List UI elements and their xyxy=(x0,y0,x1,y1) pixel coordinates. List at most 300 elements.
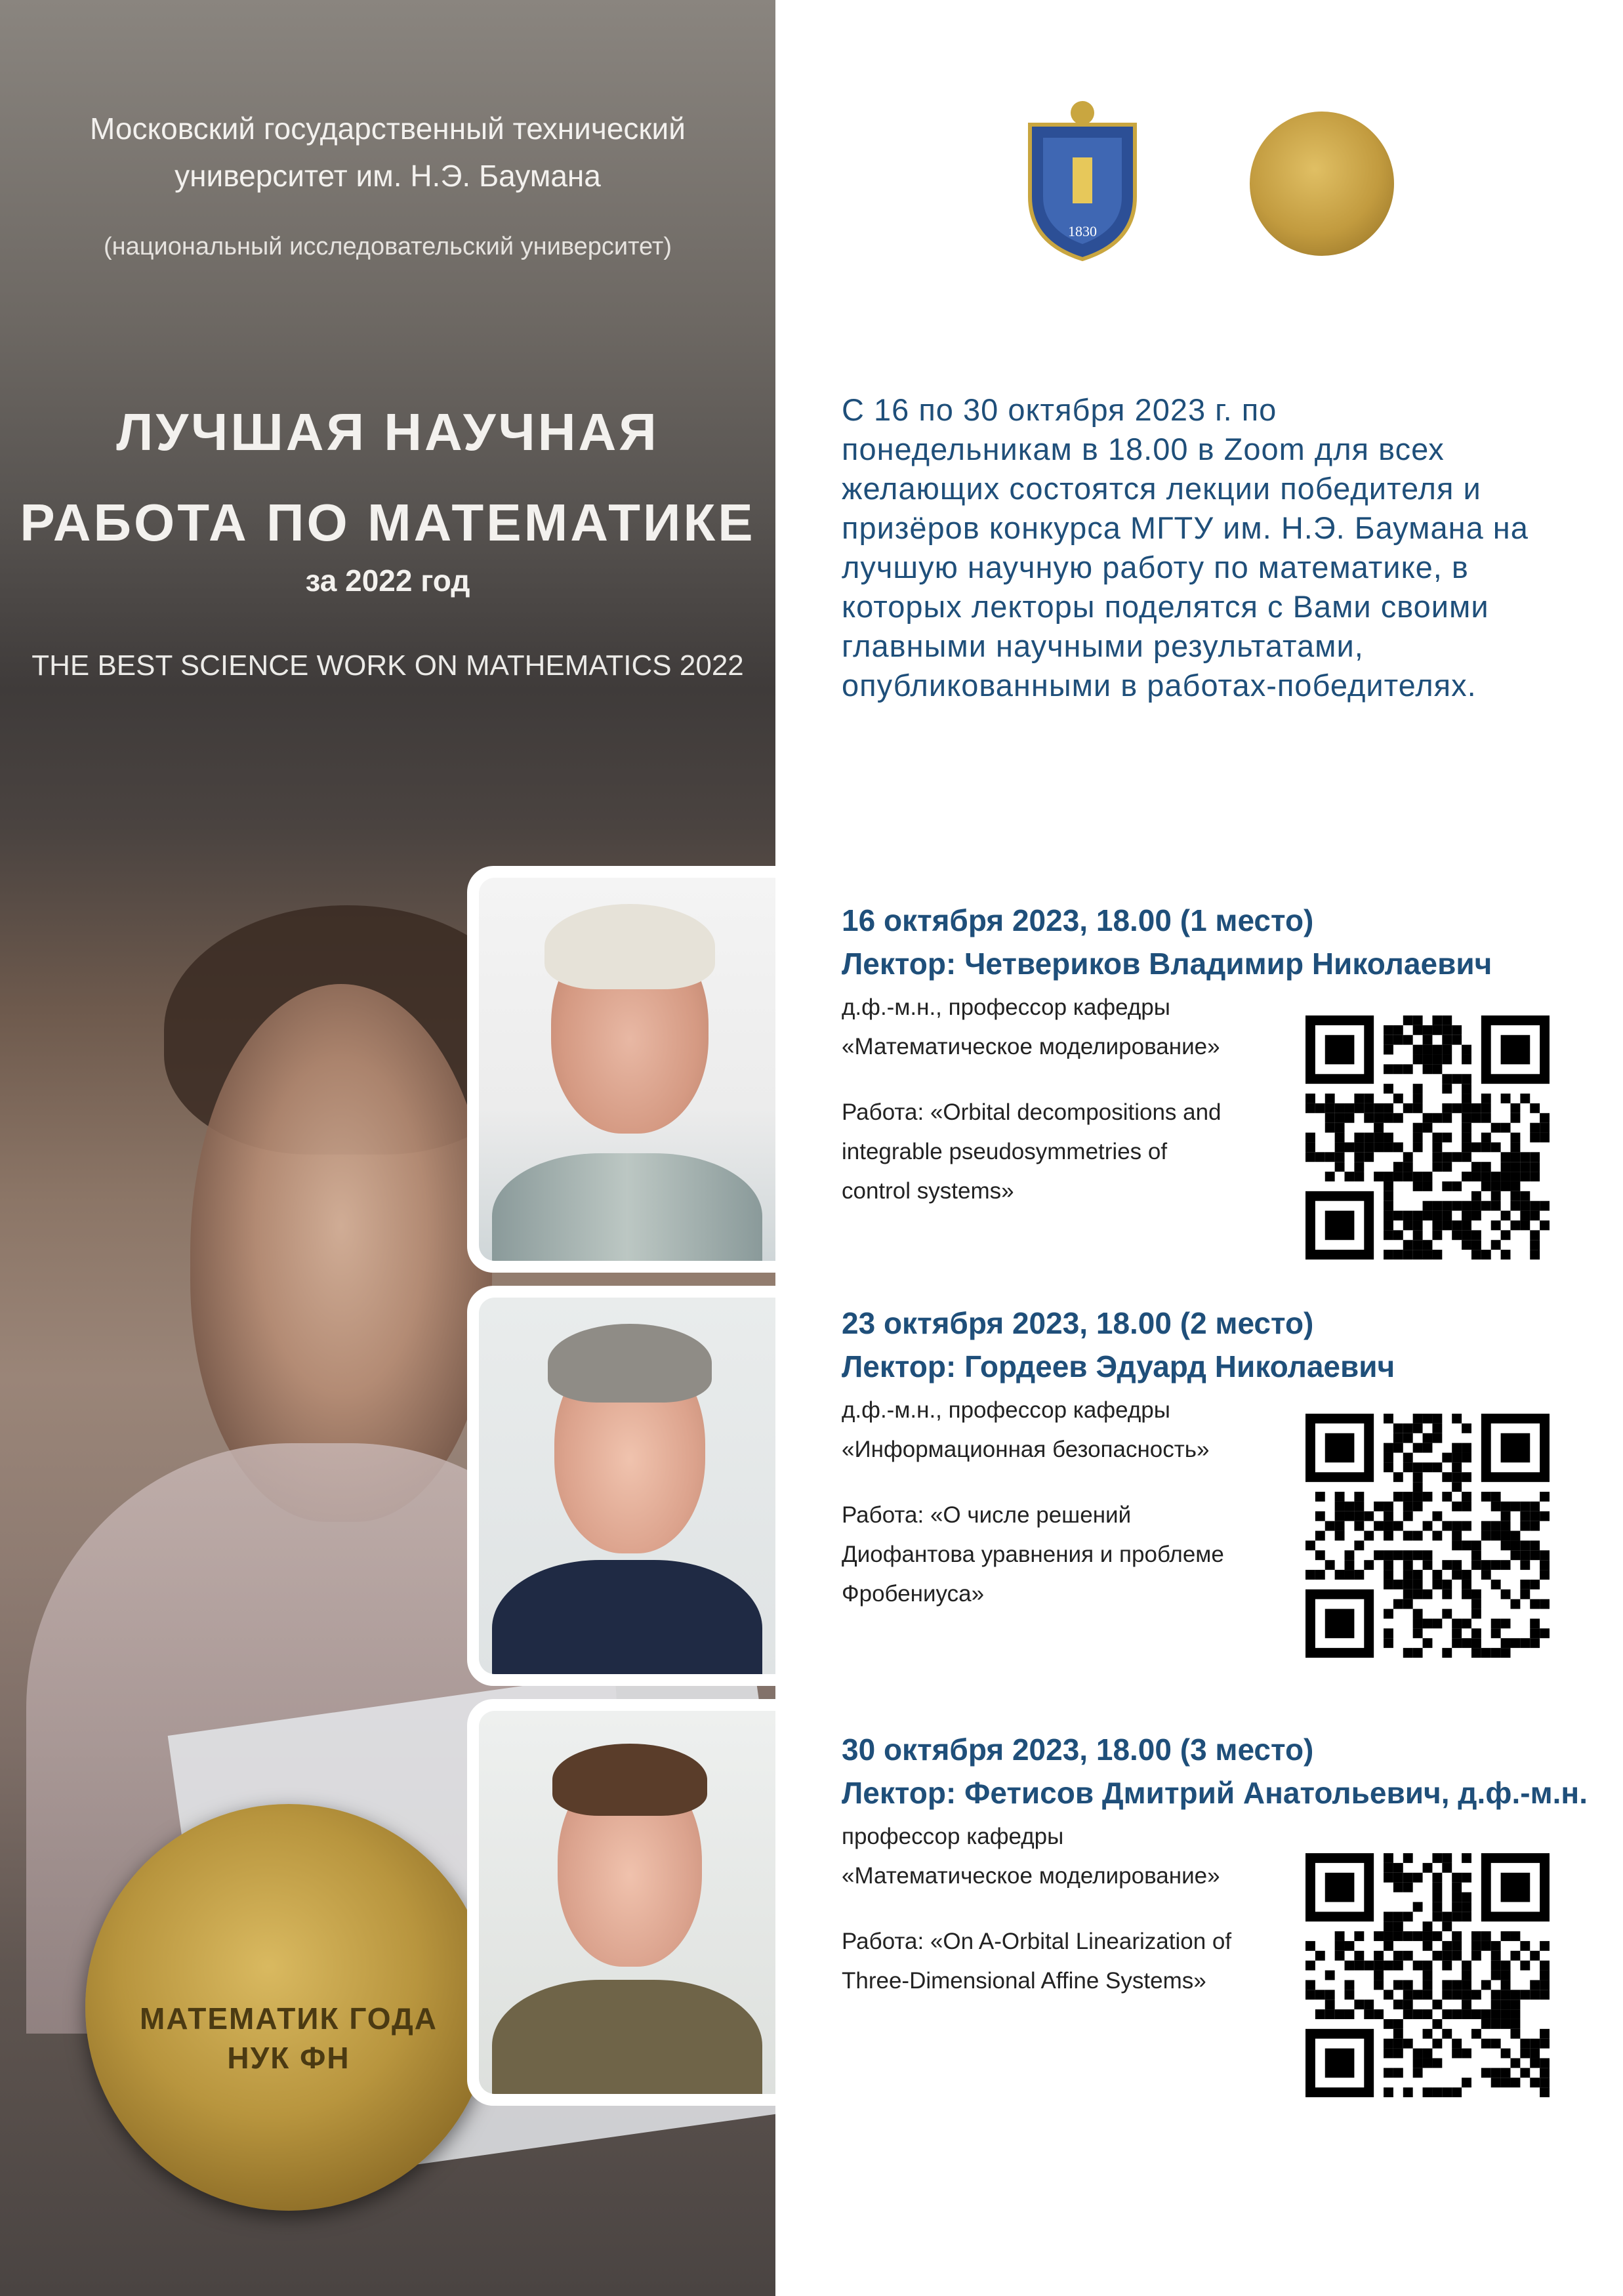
qr-module xyxy=(1442,1560,1452,1570)
qr-module xyxy=(1423,1211,1433,1221)
qr-module xyxy=(1462,1980,1471,1990)
qr-code-icon[interactable] xyxy=(1305,1015,1550,1260)
qr-module xyxy=(1471,1191,1481,1201)
qr-module xyxy=(1501,2009,1511,2019)
qr-module xyxy=(1432,2039,1442,2049)
qr-module xyxy=(1403,1250,1413,1260)
qr-module xyxy=(1452,1472,1462,1482)
qr-module xyxy=(1520,2039,1530,2049)
medal-portrait-icon xyxy=(1250,112,1394,256)
qr-module xyxy=(1393,1951,1403,1961)
qr-module xyxy=(1462,1172,1471,1181)
qr-module xyxy=(1413,1472,1423,1482)
qr-module xyxy=(1393,1172,1403,1181)
qr-module xyxy=(1481,1201,1491,1211)
qr-module xyxy=(1364,1511,1374,1521)
qr-module xyxy=(1452,1181,1462,1191)
qr-module xyxy=(1510,2029,1520,2039)
qr-module xyxy=(1305,1540,1315,1550)
qr-module xyxy=(1335,1162,1345,1172)
qr-module xyxy=(1540,1560,1550,1570)
qr-module xyxy=(1530,1502,1540,1511)
qr-module xyxy=(1462,2078,1471,2087)
qr-module xyxy=(1432,1220,1442,1230)
intro-line: опубликованными в работах-победителях. xyxy=(842,668,1477,703)
qr-module xyxy=(1530,1599,1540,1609)
qr-module xyxy=(1354,1502,1364,1511)
qr-module xyxy=(1530,1103,1540,1113)
qr-module xyxy=(1481,1142,1491,1152)
qr-module xyxy=(1393,1433,1403,1443)
qr-module xyxy=(1393,2039,1403,2049)
qr-module xyxy=(1384,1462,1393,1472)
qr-module xyxy=(1393,1035,1403,1045)
qr-module xyxy=(1403,1570,1413,1580)
qr-module xyxy=(1501,1211,1511,1221)
qr-module xyxy=(1315,1531,1325,1541)
title-line-1: ЛУЧШАЯ НАУЧНАЯ xyxy=(116,403,659,461)
qr-module xyxy=(1384,1628,1393,1638)
qr-module xyxy=(1491,1240,1501,1250)
qr-module xyxy=(1481,1133,1491,1143)
qr-module xyxy=(1491,1123,1501,1133)
qr-module xyxy=(1530,1172,1540,1181)
qr-module xyxy=(1354,1570,1364,1580)
qr-module xyxy=(1393,1550,1403,1560)
qr-module xyxy=(1501,1999,1511,2009)
qr-module xyxy=(1345,1172,1355,1181)
qr-module xyxy=(1384,1191,1393,1201)
qr-module xyxy=(1530,1230,1540,1240)
qr-module xyxy=(1432,1414,1442,1424)
qr-module xyxy=(1520,1961,1530,1971)
qr-module xyxy=(1423,1560,1433,1570)
qr-module xyxy=(1530,1628,1540,1638)
qr-module xyxy=(1403,1502,1413,1511)
qr-module xyxy=(1540,2058,1550,2068)
qr-module xyxy=(1364,1103,1374,1113)
qr-module xyxy=(1325,1123,1335,1133)
qr-module xyxy=(1384,1443,1393,1453)
qr-module xyxy=(1530,1123,1540,1133)
qr-module xyxy=(1491,1618,1501,1628)
qr-module xyxy=(1520,1521,1530,1531)
qr-module xyxy=(1393,2029,1403,2039)
qr-module xyxy=(1491,1628,1501,1638)
qr-module xyxy=(1374,1951,1384,1961)
qr-module xyxy=(1501,1162,1511,1172)
qr-module xyxy=(1364,1560,1374,1570)
qr-module xyxy=(1413,1240,1423,1250)
qr-module xyxy=(1501,1250,1511,1260)
qr-module xyxy=(1354,1511,1364,1521)
qr-module xyxy=(1462,1961,1471,1971)
qr-module xyxy=(1423,1550,1433,1560)
qr-module xyxy=(1481,1521,1491,1531)
qr-module xyxy=(1345,1560,1355,1570)
qr-module xyxy=(1442,1045,1452,1055)
qr-module xyxy=(1325,2009,1335,2019)
qr-module xyxy=(1501,2068,1511,2078)
qr-module xyxy=(1403,1172,1413,1181)
qr-module xyxy=(1501,1971,1511,1980)
intro-text xyxy=(842,390,1576,705)
qr-module xyxy=(1384,2019,1393,2029)
qr-module xyxy=(1423,1055,1433,1065)
qr-module xyxy=(1354,1961,1364,1971)
qr-module xyxy=(1393,1492,1403,1502)
qr-module xyxy=(1442,1951,1452,1961)
qr-module xyxy=(1481,1531,1491,1541)
qr-module xyxy=(1442,1921,1452,1931)
qr-module xyxy=(1510,1540,1520,1550)
qr-code-icon[interactable] xyxy=(1305,1853,1550,2097)
qr-module xyxy=(1530,1618,1540,1628)
lecture-1-department: «Математическое моделирование» xyxy=(842,1034,1220,1059)
qr-module xyxy=(1442,1980,1452,1990)
qr-module xyxy=(1481,1492,1491,1502)
qr-module xyxy=(1520,1550,1530,1560)
qr-module xyxy=(1471,1540,1481,1550)
qr-module xyxy=(1305,1941,1315,1951)
qr-module xyxy=(1384,1201,1393,1211)
qr-module xyxy=(1305,1570,1315,1580)
qr-module xyxy=(1403,2087,1413,2097)
qr-module xyxy=(1384,2049,1393,2059)
qr-module xyxy=(1481,2019,1491,2029)
qr-module xyxy=(1315,1550,1325,1560)
qr-module xyxy=(1540,2087,1550,2097)
qr-module xyxy=(1462,2009,1471,2019)
qr-module xyxy=(1413,1133,1423,1143)
qr-module xyxy=(1384,1638,1393,1648)
lecture-2-info xyxy=(842,1391,1262,1469)
qr-module xyxy=(1432,1511,1442,1521)
qr-module xyxy=(1423,1521,1433,1531)
qr-module xyxy=(1423,2058,1433,2068)
qr-module xyxy=(1481,1941,1491,1951)
qr-module xyxy=(1442,1472,1452,1482)
qr-module xyxy=(1403,1560,1413,1570)
intro-line: понедельникам в 18.00 в Zoom для всех xyxy=(842,432,1445,466)
qr-module xyxy=(1530,1951,1540,1961)
qr-module xyxy=(1442,1025,1452,1035)
qr-module xyxy=(1471,1638,1481,1648)
poster-title-english: THE BEST SCIENCE WORK ON MATHEMATICS 2022 xyxy=(31,649,744,682)
qr-module xyxy=(1432,1999,1442,2009)
lecturer-photo-3-frame xyxy=(467,1699,775,2106)
qr-module xyxy=(1374,1971,1384,1980)
qr-module xyxy=(1442,1961,1452,1971)
qr-module xyxy=(1384,1045,1393,1055)
qr-finder xyxy=(1325,1035,1355,1065)
background-portrait xyxy=(190,984,492,1522)
qr-finder xyxy=(1325,1609,1355,1639)
qr-module xyxy=(1520,1511,1530,1521)
qr-module xyxy=(1452,1201,1462,1211)
qr-module xyxy=(1442,1074,1452,1084)
lecture-2-department: «Информационная безопасность» xyxy=(842,1437,1210,1462)
qr-module xyxy=(1393,2019,1403,2029)
qr-module xyxy=(1510,2009,1520,2019)
qr-module xyxy=(1403,1462,1413,1472)
qr-module xyxy=(1432,1893,1442,1902)
qr-code-icon[interactable] xyxy=(1305,1414,1550,1658)
qr-module xyxy=(1413,1181,1423,1191)
qr-module xyxy=(1403,1999,1413,2009)
qr-module xyxy=(1501,1511,1511,1521)
qr-module xyxy=(1384,1990,1393,1999)
qr-module xyxy=(1530,1521,1540,1531)
qr-module xyxy=(1452,1035,1462,1045)
lecture-3-info xyxy=(842,1817,1262,1896)
qr-module xyxy=(1413,1589,1423,1599)
qr-module xyxy=(1501,1152,1511,1162)
qr-module xyxy=(1432,1152,1442,1162)
qr-module xyxy=(1501,1502,1511,1511)
qr-module xyxy=(1423,1025,1433,1035)
qr-module xyxy=(1432,1570,1442,1580)
qr-module xyxy=(1442,1113,1452,1123)
qr-module xyxy=(1354,1521,1364,1531)
qr-module xyxy=(1354,1142,1364,1152)
qr-module xyxy=(1374,1980,1384,1990)
qr-module xyxy=(1403,1433,1413,1443)
qr-module xyxy=(1540,2039,1550,2049)
qr-module xyxy=(1354,1172,1364,1181)
qr-module xyxy=(1403,1035,1413,1045)
qr-module xyxy=(1364,1531,1374,1541)
qr-module xyxy=(1520,1201,1530,1211)
qr-module xyxy=(1393,1472,1403,1482)
qr-module xyxy=(1501,1931,1511,1941)
university-name xyxy=(0,105,775,199)
qr-module xyxy=(1384,1873,1393,1883)
qr-module xyxy=(1491,1142,1501,1152)
qr-module xyxy=(1393,2068,1403,2078)
qr-module xyxy=(1462,1201,1471,1211)
qr-module xyxy=(1442,1648,1452,1658)
lecturer-photo-1-frame xyxy=(467,866,775,1273)
qr-module xyxy=(1403,1511,1413,1521)
qr-module xyxy=(1501,1123,1511,1133)
qr-module xyxy=(1481,2009,1491,2019)
university-crest-icon xyxy=(1017,98,1148,262)
qr-module xyxy=(1335,1123,1345,1133)
qr-module xyxy=(1462,1912,1471,1921)
qr-module xyxy=(1423,2087,1433,2097)
qr-module xyxy=(1384,1133,1393,1143)
qr-module xyxy=(1510,1113,1520,1123)
qr-module xyxy=(1432,1230,1442,1240)
qr-module xyxy=(1540,1570,1550,1580)
qr-module xyxy=(1364,1961,1374,1971)
qr-module xyxy=(1452,1638,1462,1648)
qr-module xyxy=(1354,1540,1364,1550)
qr-module xyxy=(1540,1941,1550,1951)
qr-module xyxy=(1501,1961,1511,1971)
qr-module xyxy=(1432,1201,1442,1211)
qr-module xyxy=(1432,1931,1442,1941)
qr-module xyxy=(1403,2009,1413,2019)
qr-module xyxy=(1403,1211,1413,1221)
qr-module xyxy=(1413,1045,1423,1055)
qr-module xyxy=(1462,1618,1471,1628)
qr-module xyxy=(1423,1980,1433,1990)
qr-module xyxy=(1403,1015,1413,1025)
qr-module xyxy=(1393,1961,1403,1971)
qr-module xyxy=(1481,1648,1491,1658)
qr-module xyxy=(1432,1873,1442,1883)
medal-line-2: НУК ФН xyxy=(227,2041,350,2075)
qr-module xyxy=(1345,2009,1355,2019)
qr-module xyxy=(1305,1103,1315,1113)
qr-module xyxy=(1413,1618,1423,1628)
qr-module xyxy=(1374,1103,1384,1113)
qr-module xyxy=(1442,1853,1452,1863)
qr-module xyxy=(1315,1492,1325,1502)
qr-module xyxy=(1501,1980,1511,1990)
qr-module xyxy=(1452,2087,1462,2097)
qr-module xyxy=(1432,1113,1442,1123)
qr-module xyxy=(1384,1921,1393,1931)
qr-module xyxy=(1520,1638,1530,1648)
qr-module xyxy=(1471,1142,1481,1152)
qr-module xyxy=(1501,1094,1511,1103)
qr-module xyxy=(1540,1492,1550,1502)
lecture-1-info xyxy=(842,988,1262,1067)
qr-module xyxy=(1530,1201,1540,1211)
qr-module xyxy=(1345,1980,1355,1990)
qr-module xyxy=(1374,2009,1384,2019)
qr-module xyxy=(1491,1999,1501,2009)
qr-module xyxy=(1423,1414,1433,1424)
qr-module xyxy=(1432,1531,1442,1541)
qr-module xyxy=(1374,1113,1384,1123)
qr-module xyxy=(1384,1064,1393,1074)
qr-module xyxy=(1530,1133,1540,1143)
qr-module xyxy=(1491,1990,1501,1999)
qr-module xyxy=(1364,2009,1374,2019)
qr-module xyxy=(1413,1990,1423,1999)
qr-module xyxy=(1442,2009,1452,2019)
qr-module xyxy=(1442,1589,1452,1599)
qr-module xyxy=(1305,1152,1315,1162)
qr-module xyxy=(1432,1433,1442,1443)
qr-module xyxy=(1471,1211,1481,1221)
qr-module xyxy=(1442,1521,1452,1531)
intro-line: лучшую научную работу по математике, в xyxy=(842,550,1469,584)
qr-module xyxy=(1462,1152,1471,1162)
qr-module xyxy=(1432,1142,1442,1152)
qr-module xyxy=(1374,1931,1384,1941)
qr-module xyxy=(1462,1074,1471,1084)
qr-module xyxy=(1491,1951,1501,1961)
qr-module xyxy=(1423,1492,1433,1502)
qr-module xyxy=(1393,1883,1403,1893)
qr-module xyxy=(1423,2029,1433,2039)
qr-module xyxy=(1325,1999,1335,2009)
qr-module xyxy=(1452,1628,1462,1638)
qr-module xyxy=(1471,1589,1481,1599)
qr-module xyxy=(1413,1220,1423,1230)
qr-module xyxy=(1471,1201,1481,1211)
qr-module xyxy=(1335,1531,1345,1541)
qr-module xyxy=(1364,1152,1374,1162)
qr-module xyxy=(1423,1035,1433,1045)
qr-module xyxy=(1393,1113,1403,1123)
lecture-3-position: профессор кафедры xyxy=(842,1824,1064,1849)
qr-module xyxy=(1393,2049,1403,2059)
qr-module xyxy=(1413,1648,1423,1658)
qr-module xyxy=(1423,1064,1433,1074)
qr-module xyxy=(1462,1103,1471,1113)
qr-module xyxy=(1491,1492,1501,1502)
qr-module xyxy=(1413,1414,1423,1424)
qr-module xyxy=(1530,1980,1540,1990)
qr-module xyxy=(1501,2078,1511,2087)
lecturer-3-hair xyxy=(552,1744,707,1816)
qr-module xyxy=(1481,1113,1491,1123)
qr-module xyxy=(1462,1084,1471,1094)
qr-module xyxy=(1432,1015,1442,1025)
qr-module xyxy=(1481,2068,1491,2078)
qr-module xyxy=(1384,1570,1393,1580)
qr-module xyxy=(1471,1560,1481,1570)
qr-module xyxy=(1452,1074,1462,1084)
qr-module xyxy=(1403,1912,1413,1921)
university-line-2: университет им. Н.Э. Баумана xyxy=(175,159,601,193)
qr-module xyxy=(1393,1999,1403,2009)
qr-module xyxy=(1452,1531,1462,1541)
qr-module xyxy=(1462,1424,1471,1433)
qr-module xyxy=(1384,1172,1393,1181)
qr-module xyxy=(1305,1980,1315,1990)
qr-module xyxy=(1413,2068,1423,2078)
lecturer-1-shirt xyxy=(492,1153,762,1261)
qr-module xyxy=(1413,1084,1423,1094)
qr-module xyxy=(1452,1990,1462,1999)
qr-module xyxy=(1432,1025,1442,1035)
qr-module xyxy=(1452,1560,1462,1570)
qr-module xyxy=(1520,1220,1530,1230)
qr-module xyxy=(1520,1560,1530,1570)
qr-module xyxy=(1354,1951,1364,1961)
qr-module xyxy=(1471,1599,1481,1609)
qr-module xyxy=(1393,1250,1403,1260)
qr-module xyxy=(1491,1220,1501,1230)
qr-module xyxy=(1442,1084,1452,1094)
qr-module xyxy=(1393,1912,1403,1921)
qr-module xyxy=(1442,1912,1452,1921)
qr-module xyxy=(1452,1414,1462,1424)
qr-finder xyxy=(1501,1433,1531,1463)
lecturer-3-jacket xyxy=(492,1980,762,2094)
qr-module xyxy=(1403,1492,1413,1502)
qr-module xyxy=(1462,1472,1471,1482)
qr-module xyxy=(1345,1961,1355,1971)
qr-module xyxy=(1471,1550,1481,1560)
lecturer-photo-2-frame xyxy=(467,1286,775,1686)
qr-module xyxy=(1510,2019,1520,2029)
qr-module xyxy=(1452,1873,1462,1883)
qr-module xyxy=(1520,1941,1530,1951)
qr-module xyxy=(1393,1931,1403,1941)
qr-module xyxy=(1384,1211,1393,1221)
qr-module xyxy=(1462,1971,1471,1980)
qr-module xyxy=(1403,2039,1413,2049)
qr-module xyxy=(1510,1152,1520,1162)
